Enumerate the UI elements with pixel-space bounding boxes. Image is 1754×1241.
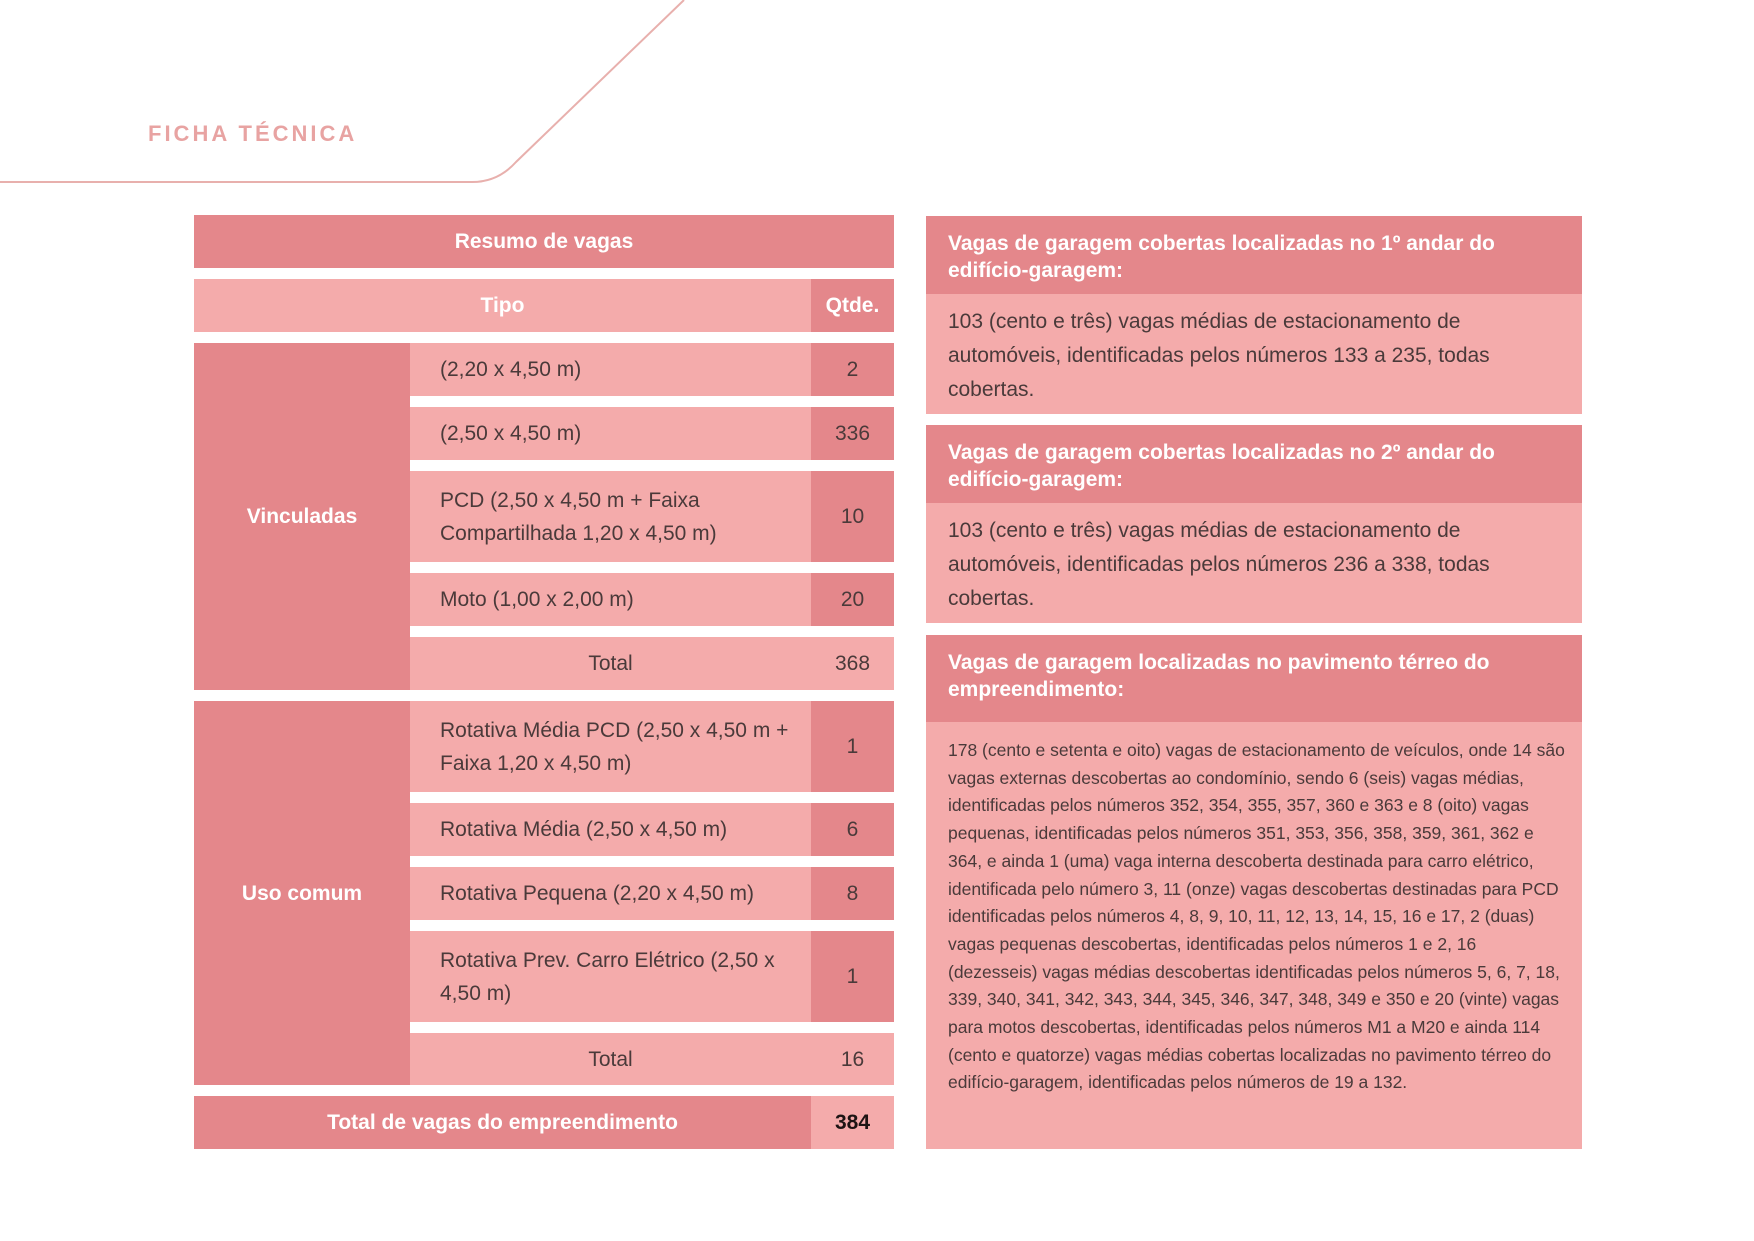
group-label-uso-comum: Uso comum bbox=[194, 701, 410, 1085]
panel-body: 103 (cento e três) vagas médias de estacionamento de automóveis, identificadas pelos números 236 a 338, todas cobertas. bbox=[926, 503, 1582, 623]
table-row-qtde: 1 bbox=[811, 701, 894, 792]
group-label-vinculadas: Vinculadas bbox=[194, 343, 410, 690]
column-header-tipo: Tipo bbox=[194, 279, 811, 332]
panel-heading: Vagas de garagem cobertas localizadas no 2º andar do edifício-garagem: bbox=[926, 425, 1582, 503]
table-row-tipo: Rotativa Prev. Carro Elétrico (2,50 x 4,50 m) bbox=[410, 931, 811, 1022]
panel-body: 178 (cento e setenta e oito) vagas de estacionamento de veículos, onde 14 são vagas externas descobertas ao condomínio, sendo 6 (seis) vagas médias, identificadas pelos números 352, 354, 355, 357, 360 e 363 e 8 (oito) vagas pequenas, identificadas pelos números 351, 353, 356, 358, 359, 361, 362 e 364, e ainda 1 (uma) vaga interna descoberta destinada para carro elétrico, identificada pelo número 3, 11 (onze) vagas descobertas destinadas para PCD identificadas pelos números 4, 8, 9, 10, 11, 12, 13, 14, 15, 16 e 17, 2 (duas) vagas pequenas descobertas, identificadas pelos números 1 e 2, 16 (dezesseis) vagas médias descobertas identificadas pelos números 5, 6, 7, 18, 339, 340, 341, 342, 343, 344, 345, 346, 347, 348, 349 e 350 e 20 (vinte) vagas para motos descobertas, identificadas pelos números M1 a M20 e ainda 114 (cento e quatorze) vagas médias cobertas localizadas no pavimento térreo do edifício-garagem, identificadas pelos números de 19 a 132. bbox=[926, 722, 1582, 1149]
column-header-qtde: Qtde. bbox=[811, 279, 894, 332]
panel-heading: Vagas de garagem localizadas no pavimento térreo do empreendimento: bbox=[926, 635, 1582, 722]
grand-total-label: Total de vagas do empreendimento bbox=[194, 1096, 811, 1149]
table-row-tipo: Moto (1,00 x 2,00 m) bbox=[410, 573, 811, 626]
table-row-qtde: 8 bbox=[811, 867, 894, 920]
table-title: Resumo de vagas bbox=[194, 215, 894, 268]
table-row-tipo: (2,50 x 4,50 m) bbox=[410, 407, 811, 460]
table-row-tipo: PCD (2,50 x 4,50 m + Faixa Compartilhada 1,20 x 4,50 m) bbox=[410, 471, 811, 562]
table-row-qtde: 2 bbox=[811, 343, 894, 396]
table-row-tipo: Rotativa Pequena (2,20 x 4,50 m) bbox=[410, 867, 811, 920]
panel-body: 103 (cento e três) vagas médias de estacionamento de automóveis, identificadas pelos números 133 a 235, todas cobertas. bbox=[926, 294, 1582, 414]
subtotal-label: Total bbox=[410, 1033, 811, 1085]
table-row-tipo: Rotativa Média PCD (2,50 x 4,50 m + Faixa 1,20 x 4,50 m) bbox=[410, 701, 811, 792]
table-row-qtde: 10 bbox=[811, 471, 894, 562]
subtotal-label: Total bbox=[410, 637, 811, 690]
subtotal-value: 16 bbox=[811, 1033, 894, 1085]
subtotal-value: 368 bbox=[811, 637, 894, 690]
table-row-qtde: 336 bbox=[811, 407, 894, 460]
table-row-tipo: Rotativa Média (2,50 x 4,50 m) bbox=[410, 803, 811, 856]
table-row-tipo: (2,20 x 4,50 m) bbox=[410, 343, 811, 396]
decorative-corner-line bbox=[0, 0, 700, 200]
table-row-qtde: 20 bbox=[811, 573, 894, 626]
table-row-qtde: 6 bbox=[811, 803, 894, 856]
grand-total-value: 384 bbox=[811, 1096, 894, 1149]
panel-heading: Vagas de garagem cobertas localizadas no 1º andar do edifício-garagem: bbox=[926, 216, 1582, 294]
table-row-qtde: 1 bbox=[811, 931, 894, 1022]
page-title: FICHA TÉCNICA bbox=[148, 121, 358, 146]
